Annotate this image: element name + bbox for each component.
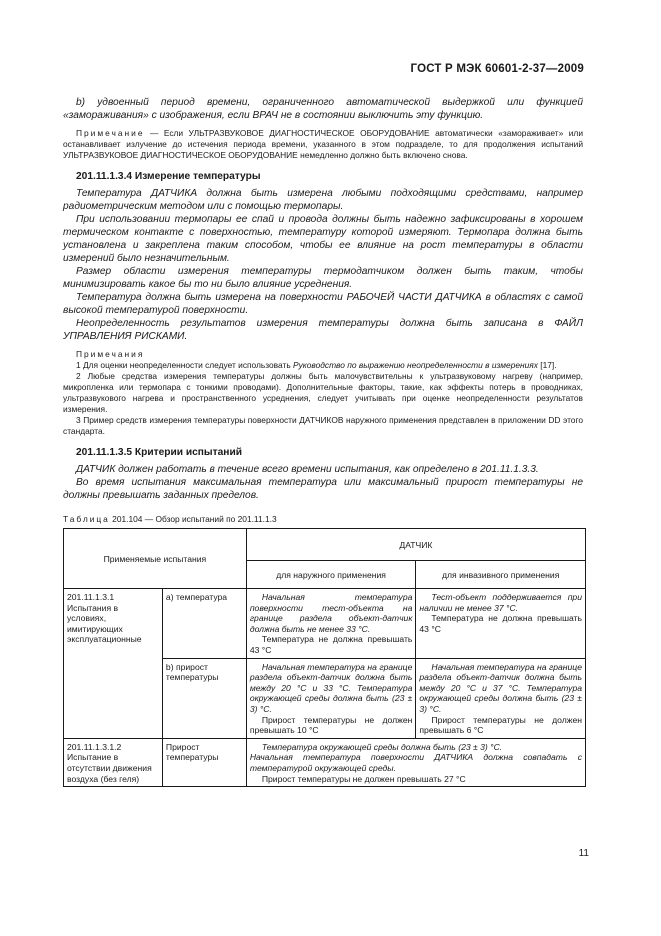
- row2-requirements: Температура окружающей среды должна быть (23 ± 3) °С. Начальная температура поверхности ДАТЧИКА должна совпадать с температурой окружающей среды. Прирост температуры не должен превышать 27 °С: [246, 738, 585, 786]
- tests-overview-table: [63, 528, 586, 787]
- table-caption: Таблица 201.104 — Обзор испытаний по 201.11.1.3: [63, 514, 277, 524]
- section1-paragraph-4: Температура должна быть измерена на поверхности РАБОЧЕЙ ЧАСТИ ДАТЧИКА в областях с самой высокой температурой поверхности.: [63, 292, 583, 316]
- row2-parameter: Прирост температуры: [162, 738, 246, 786]
- row2-test-name: 201.11.1.3.1.2 Испытание в отсутствии движения воздуха (без геля): [64, 738, 163, 786]
- page-body: [63, 96, 583, 787]
- row1b-invasive: Начальная температура на границе раздела объект-датчик должна быть между 20 °С и 37 °С. Температура окружающей среды должна быть (23 ± 3) °С. Прирост температуры не должен превышать 6 °С: [416, 658, 586, 738]
- note-2-item-3: 3 Пример средств измерения температуры поверхности ДАТЧИКОВ наружного применения представлен в приложении DD этого стандарта.: [63, 415, 583, 436]
- intro-paragraph-b: b) удвоенный период времени, ограниченного автоматической выдержкой или функцией «замораживания» с изображения, если ВРАЧ не в состоянии выключить эту функцию.: [63, 97, 583, 121]
- row1b-parameter: b) прирост температуры: [162, 658, 246, 738]
- row1a-parameter: a) температура: [162, 589, 246, 659]
- header-invasive-use: для инвазивного применения: [416, 561, 586, 589]
- standard-header: ГОСТ Р МЭК 60601-2-37—2009: [410, 63, 584, 75]
- section-title-test-criteria: 201.11.1.3.5 Критерии испытаний: [76, 447, 242, 458]
- table-row: [64, 738, 586, 786]
- note-1: [63, 128, 583, 161]
- header-applied-tests: Применяемые испытания: [64, 529, 247, 589]
- table-header-row: [64, 529, 586, 561]
- section2-paragraph-2: Во время испытания максимальная температура или максимальный прирост температуры не должны превышать заданных пределов.: [63, 477, 583, 501]
- section1-paragraph-3: Размер области измерения температуры термодатчиком должен быть таким, чтобы минимизировать какое бы то ни было влияние усреднения.: [63, 266, 583, 290]
- section1-paragraph-1: Температура ДАТЧИКА должна быть измерена любыми подходящими средствами, например радиометрическим методом или с помощью термопары.: [63, 188, 583, 212]
- section1-paragraph-5: Неопределенность результатов измерения температуры должна быть записана в ФАЙЛ УПРАВЛЕНИЯ РИСКАМИ.: [63, 318, 583, 342]
- table-row: [64, 589, 586, 659]
- notes-2-label: Примечания: [76, 349, 145, 359]
- page-number: 11: [578, 848, 589, 859]
- note-2-item-2: 2 Любые средства измерения температуры должны быть малочувствительны к ультразвуковому нагреву (например, микропленка или термопара с тонкими проводами). Дополнительные факторы, такие, как эффекты потерь в проводниках, ультразвукового нагрева и пространственного усреднения, следует учитывать при оценке неопределенности результатов измерения.: [63, 371, 583, 414]
- row1-test-name: 201.11.1.3.1 Испытания в условиях, имитирующих эксплуатационные: [64, 589, 163, 739]
- row1a-invasive: Тест-объект поддерживается при наличии не менее 37 °С. Температура не должна превышать 43 °С: [416, 589, 586, 659]
- header-sensor: ДАТЧИК: [246, 529, 585, 561]
- row1b-external: Начальная температура на границе раздела объект-датчик должна быть между 20 °С и 33 °С. Температура окружающей среды должна быть (23 ± 3) °С. Прирост температуры не должен превышать 10 °С: [246, 658, 416, 738]
- note-2-item-1: 1 Для оценки неопределенности следует использовать Руководство по выражению неопределенности в измерениях [17].: [76, 360, 557, 370]
- header-external-use: для наружного применения: [246, 561, 416, 589]
- note-1-label: Примечание: [76, 128, 145, 138]
- row1a-external: Начальная температура поверхности тест-объекта на границе раздела объект-датчик должна быть не менее 33 °С. Температура не должна превышать 43 °С: [246, 589, 416, 659]
- section-title-temperature-measurement: 201.11.1.3.4 Измерение температуры: [76, 171, 261, 182]
- note-1-text: — Если УЛЬТРАЗВУКОВОЕ ДИАГНОСТИЧЕСКОЕ ОБОРУДОВАНИЕ автоматически «замораживает» или останавливает излучение до истечения периода времени, указанного в этом подразделе, то для продолжения испытаний УЛЬТРАЗВУКОВОЕ ДИАГНОСТИЧЕСКОЕ ОБОРУДОВАНИЕ немедленно должно быть включено снова.: [63, 128, 583, 160]
- section1-paragraph-2: При использовании термопары ее спай и провода должны быть надежно зафиксированы в хорошем термическом контакте с поверхностью, температуру которой измеряют. Термопара должна быть установлена и закреплена таким способом, чтобы ее влияние на рост температуры в области измерений было незначительным.: [63, 214, 583, 264]
- section2-paragraph-1: ДАТЧИК должен работать в течение всего времени испытания, как определено в 201.11.1.3.3.: [76, 464, 539, 475]
